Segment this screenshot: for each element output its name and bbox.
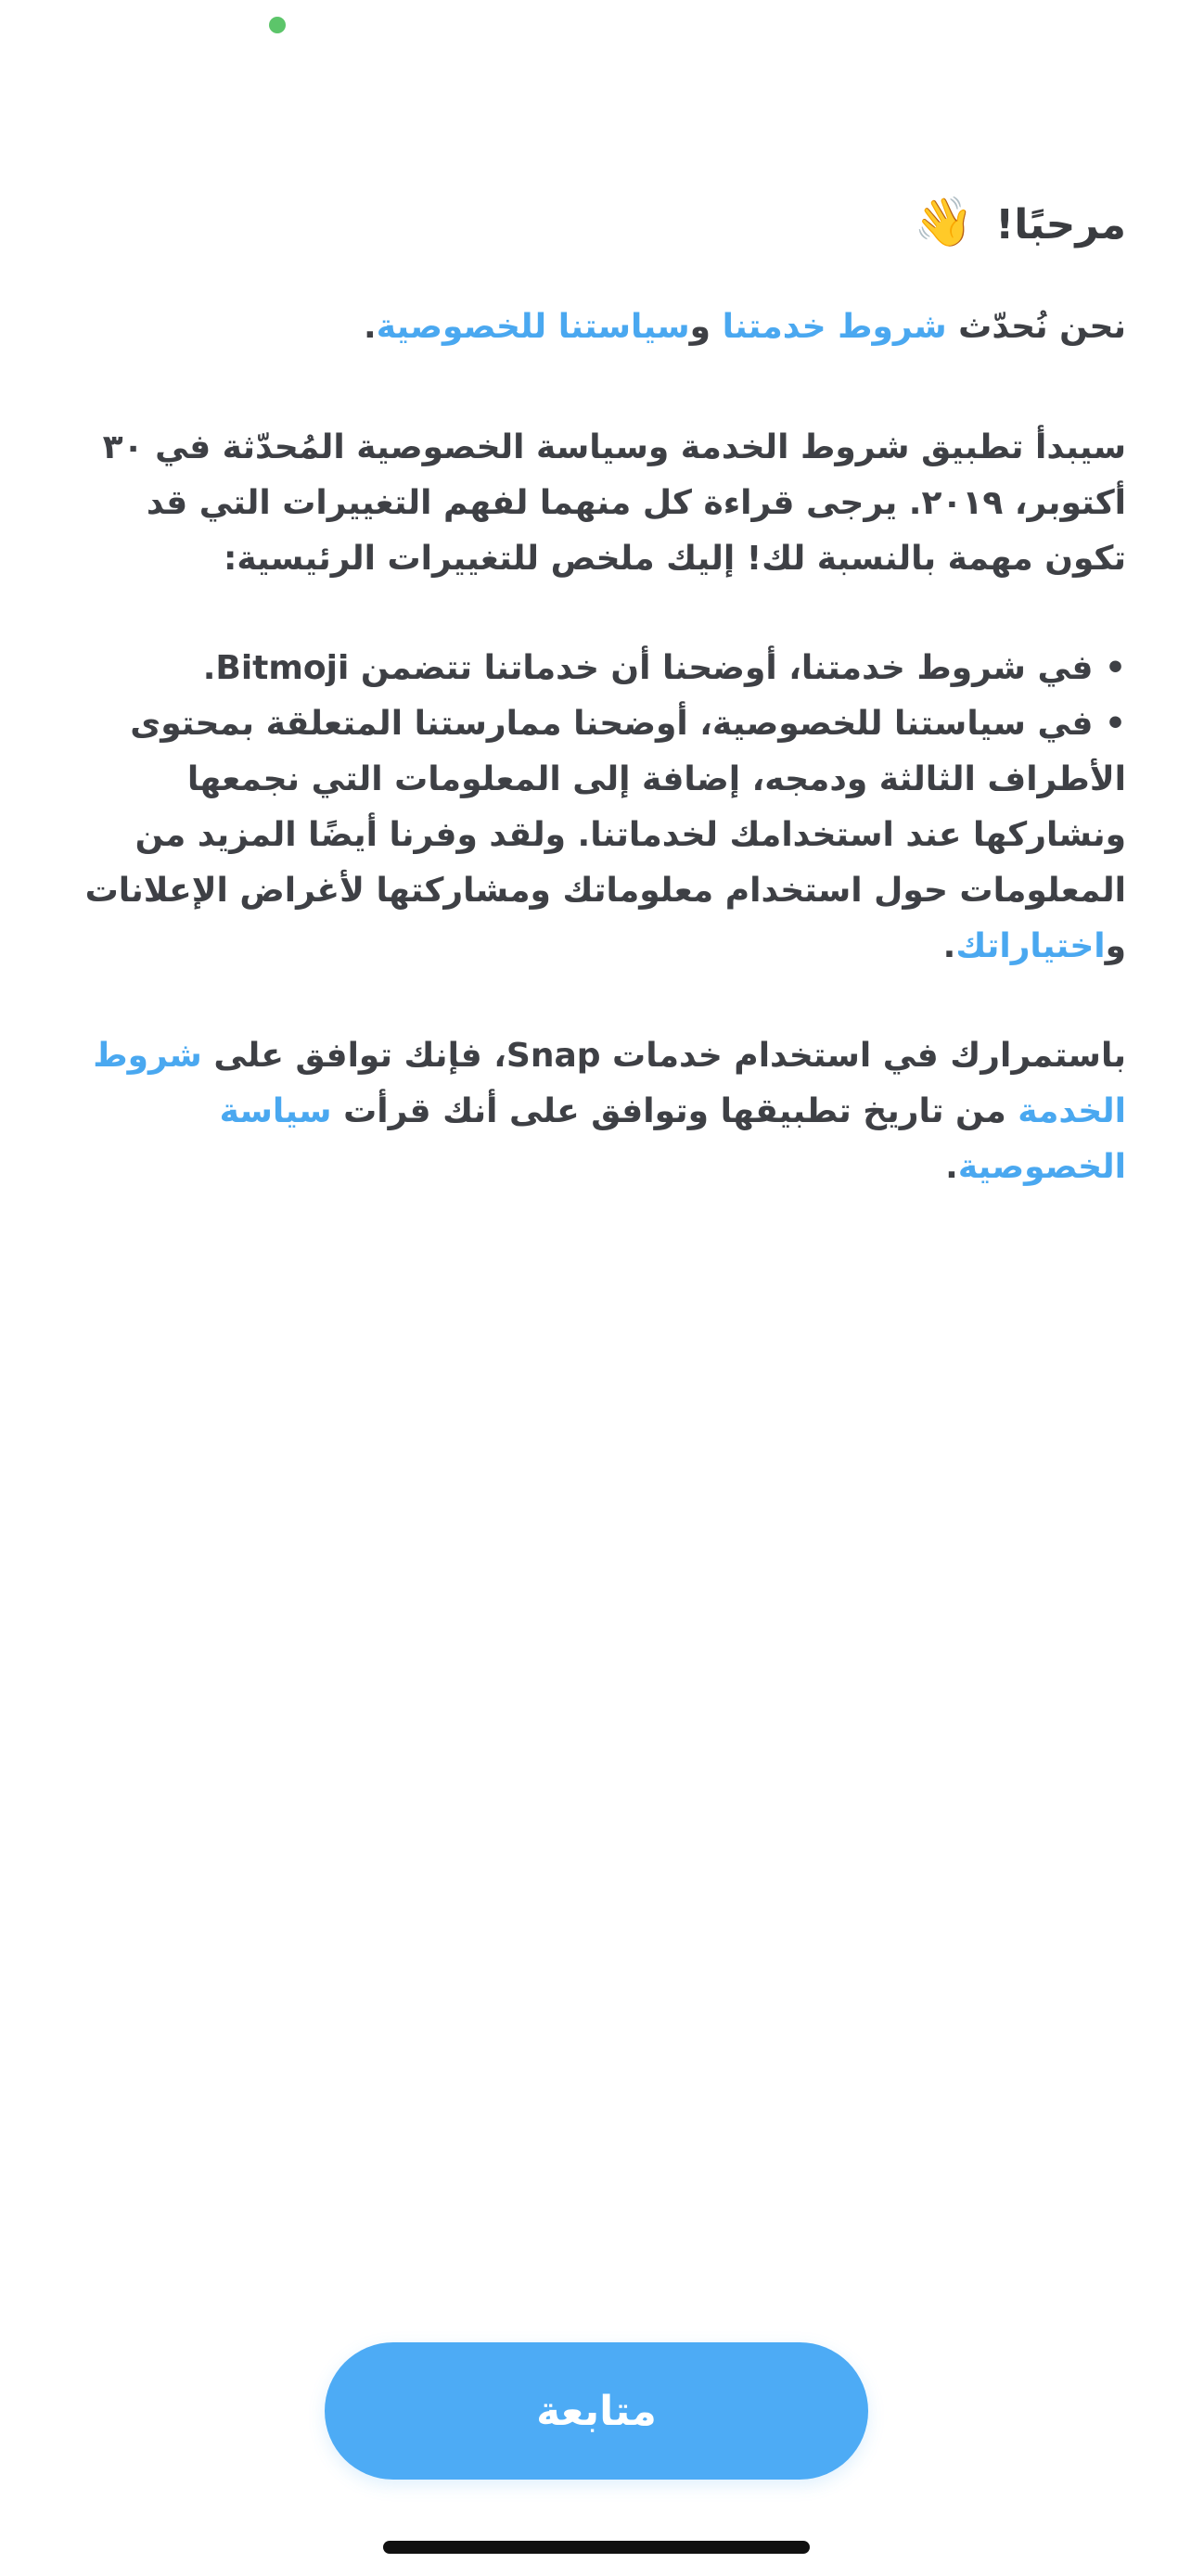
privacy-policy-link[interactable]: سياستنا للخصوصية bbox=[376, 308, 690, 346]
effective-date-notice: سيبدأ تطبيق شروط الخدمة وسياسة الخصوصية المُحدّثة في ٣٠ أكتوبر، ٢٠١٩. يرجى قراءة كل منهما لفهم التغييرات التي قد تكون مهمة بالنسبة لك! إليك ملخص للتغييرات الرئيسية: bbox=[102, 428, 1126, 578]
agreement-privacy-link[interactable]: سياسة الخصوصية bbox=[219, 1092, 1126, 1186]
greeting-heading bbox=[65, 185, 1126, 262]
bullet-suffix: . bbox=[942, 927, 956, 965]
update-intro bbox=[65, 300, 1126, 355]
intro-suffix: . bbox=[364, 308, 377, 346]
your-choices-link[interactable]: اختياراتك bbox=[955, 927, 1106, 965]
list-item bbox=[65, 696, 1126, 975]
continue-button[interactable]: متابعة bbox=[325, 2342, 868, 2480]
list-item: • في شروط خدمتنا، أوضحنا أن خدماتنا تتضمن Bitmoji. bbox=[202, 649, 1126, 687]
greeting-text: مرحبًا! bbox=[995, 201, 1126, 249]
agreement-prefix: باستمرارك في استخدام خدمات Snap، فإنك توافق على bbox=[201, 1037, 1126, 1075]
intro-prefix: نحن نُحدّث bbox=[946, 308, 1126, 346]
agreement-middle: من تاريخ تطبيقها وتوافق على أنك قرأت bbox=[331, 1092, 1018, 1130]
agreement-notice bbox=[65, 1028, 1126, 1195]
home-indicator[interactable] bbox=[383, 2541, 810, 2554]
changes-summary-list bbox=[65, 641, 1126, 975]
intro-conjunction: و bbox=[689, 308, 723, 346]
agreement-suffix: . bbox=[945, 1148, 958, 1186]
terms-of-service-link[interactable]: شروط خدمتنا bbox=[722, 308, 947, 346]
status-indicator-dot bbox=[269, 17, 286, 33]
waving-hand-icon: 👋 bbox=[914, 195, 974, 250]
agreement-terms-link[interactable]: شروط الخدمة bbox=[93, 1037, 1126, 1130]
bullet-text: • في سياستنا للخصوصية، أوضحنا ممارستنا المتعلقة بمحتوى الأطراف الثالثة ودمجه، إضافة إلى المعلومات التي نجمعها ونشاركها عند استخدامك لخدماتنا. ولقد وفرنا أيضًا المزيد من المعلومات حول استخدام معلوماتك ومشاركتها لأغراض الإعلانات و bbox=[84, 705, 1126, 965]
terms-update-content bbox=[65, 185, 1126, 1249]
